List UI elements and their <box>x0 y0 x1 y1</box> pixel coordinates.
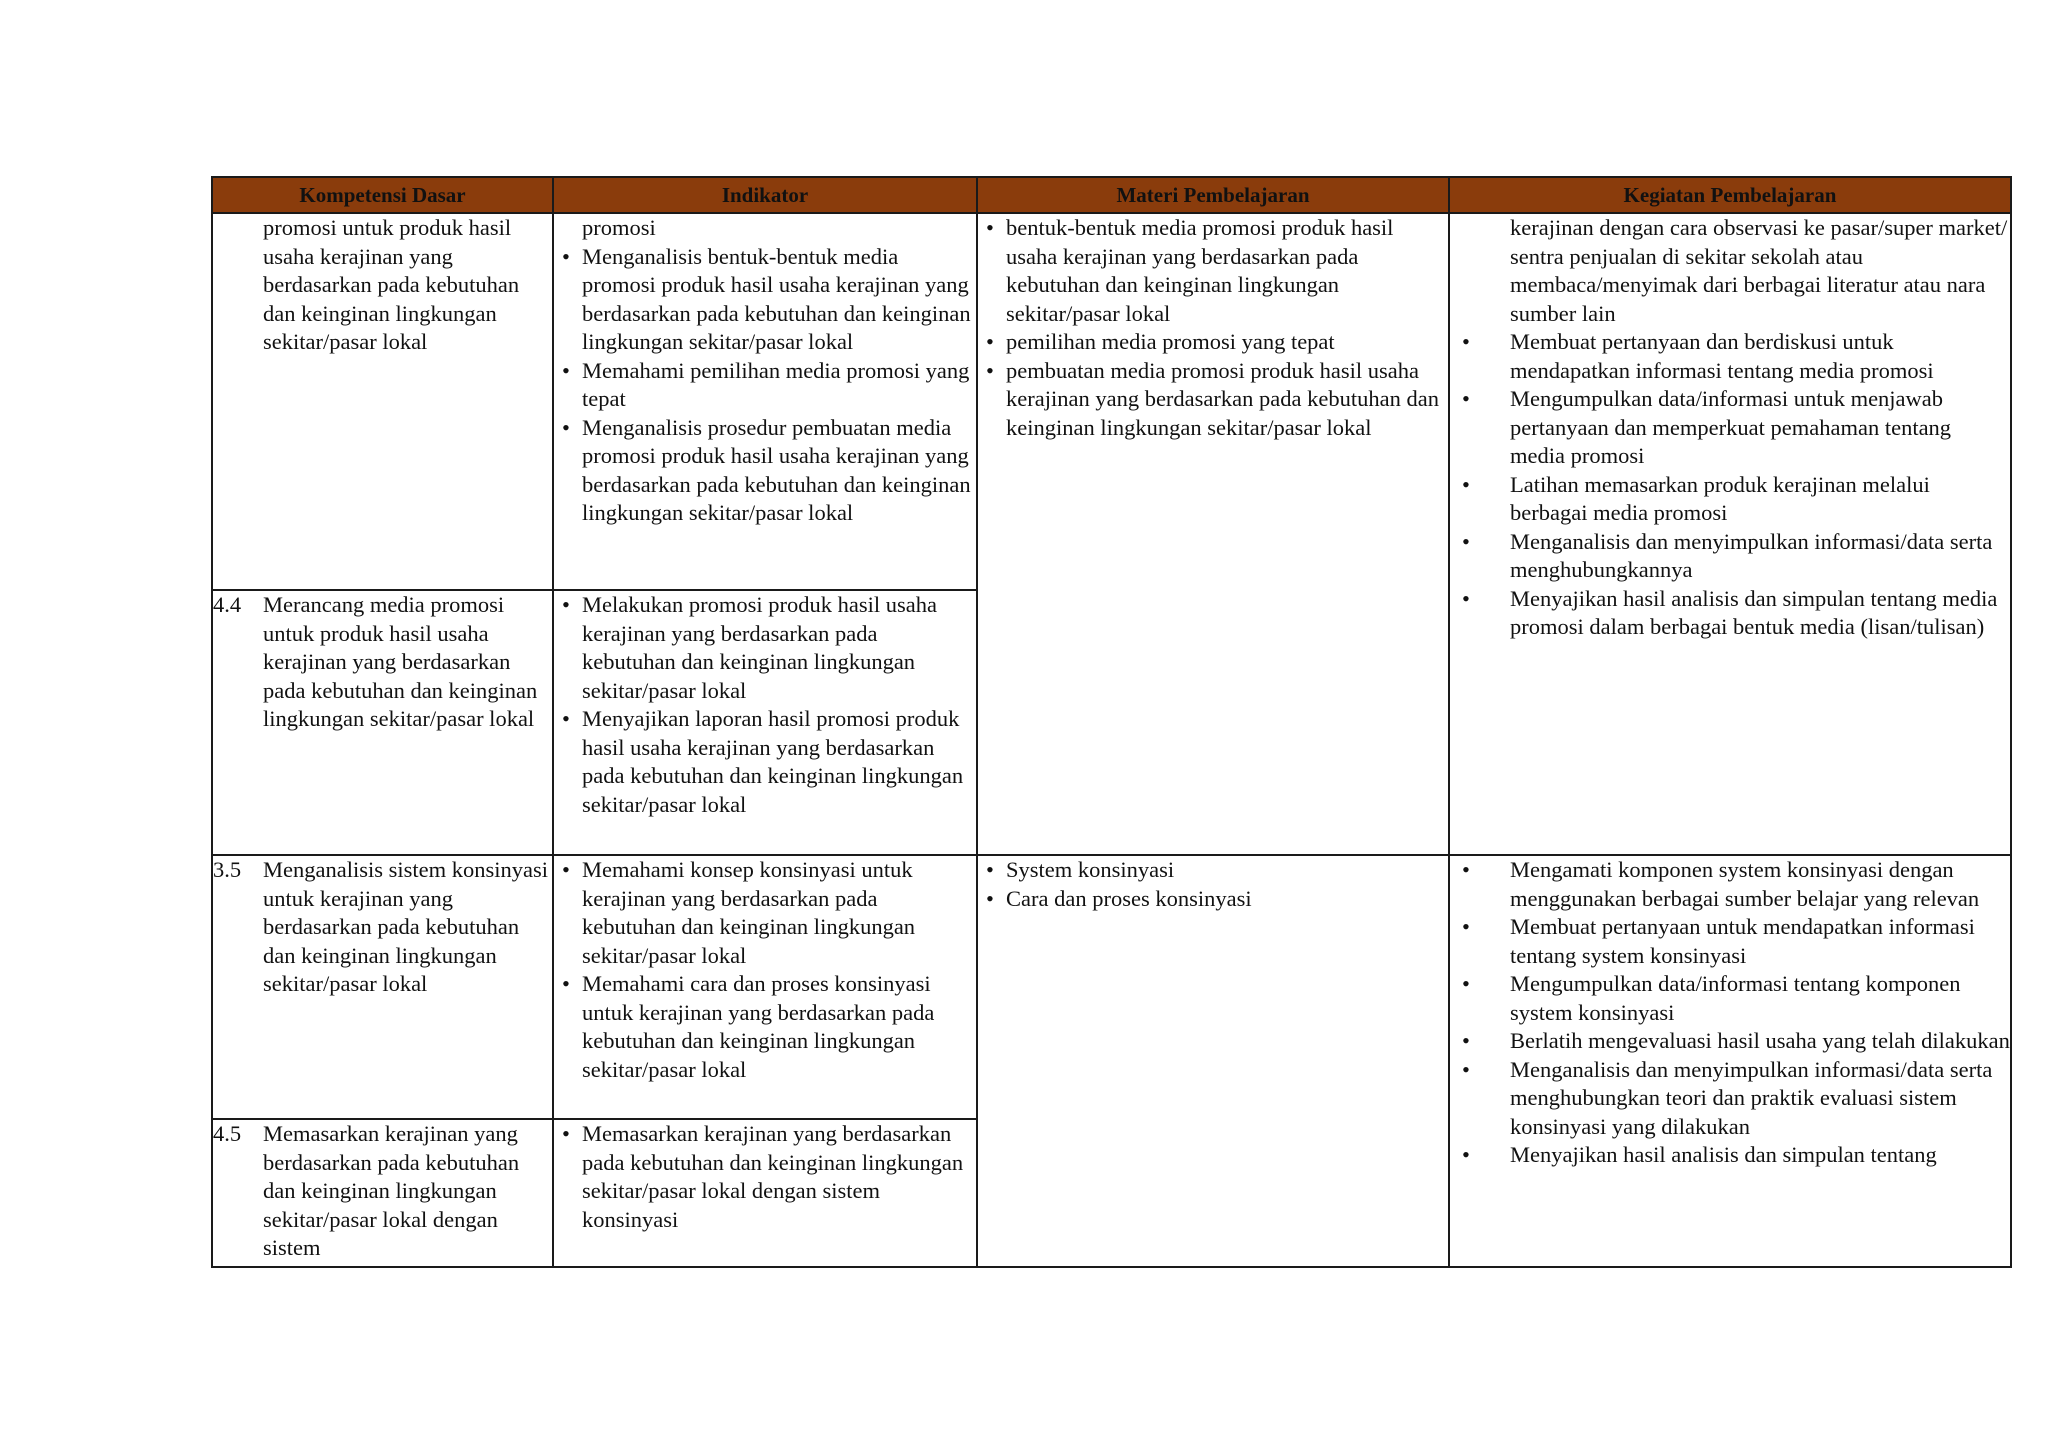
list-item: • Menyajikan hasil analisis dan simpulan tentang media promosi dalam berbagai bentuk media (lisan/tulisan) <box>1450 585 2010 642</box>
bullet-icon: • <box>1462 329 1470 354</box>
kd-number: 3.5 <box>213 857 242 882</box>
kegiatan-list <box>1450 856 2010 1170</box>
list-item: • Mengumpulkan data/informasi tentang komponen system konsinyasi <box>1450 970 2010 1027</box>
bullet-icon: • <box>562 592 570 617</box>
kd-text: Memasarkan kerajinan yang berdasarkan pada kebutuhan dan keinginan lingkungan sekitar/pasar lokal dengan sistem <box>263 1121 520 1260</box>
list-item: • Menganalisis bentuk-bentuk media promosi produk hasil usaha kerajinan yang berdasarkan pada kebutuhan dan keinginan lingkungan sekitar/pasar lokal <box>554 243 976 357</box>
indikator-list <box>554 243 976 528</box>
list-item: • Menganalisis dan menyimpulkan informasi/data serta menghubungkannya <box>1450 528 2010 585</box>
indikator-cell <box>553 213 977 590</box>
bullet-icon: • <box>1462 971 1470 996</box>
indikator-cell <box>553 590 977 855</box>
indikator-cell <box>553 855 977 1119</box>
list-item: • Menganalisis dan menyimpulkan informasi/data serta menghubungkan teori dan praktik evaluasi sistem konsinyasi yang dilakukan <box>1450 1056 2010 1142</box>
kd-text: promosi untuk produk hasil usaha kerajinan yang berdasarkan pada kebutuhan dan keinginan lingkungan sekitar/pasar lokal <box>263 215 520 354</box>
indikator-list <box>554 591 976 819</box>
bullet-icon: • <box>562 1121 570 1146</box>
header-indikator: Indikator <box>553 177 977 213</box>
kd-text: Menganalisis sistem konsinyasi untuk kerajinan yang berdasarkan pada kebutuhan dan keinginan lingkungan sekitar/pasar lokal <box>263 857 548 996</box>
kd-cell <box>212 1119 553 1267</box>
silabus-table <box>211 176 2012 1268</box>
list-item: • pembuatan media promosi produk hasil usaha kerajinan yang berdasarkan pada kebutuhan dan keinginan lingkungan sekitar/pasar lokal <box>978 357 1448 443</box>
list-item: • Menganalisis prosedur pembuatan media promosi produk hasil usaha kerajinan yang berdasarkan pada kebutuhan dan keinginan lingkungan sekitar/pasar lokal <box>554 414 976 528</box>
kd-number <box>213 214 263 357</box>
bullet-icon: • <box>562 357 570 383</box>
list-item: • Memahami konsep konsinyasi untuk kerajinan yang berdasarkan pada kebutuhan dan keinginan lingkungan sekitar/pasar lokal <box>554 856 976 970</box>
list-item: • Memasarkan kerajinan yang berdasarkan pada kebutuhan dan keinginan lingkungan sekitar/pasar lokal dengan sistem konsinyasi <box>554 1120 976 1234</box>
list-item: • bentuk-bentuk media promosi produk hasil usaha kerajinan yang berdasarkan pada kebutuhan dan keinginan lingkungan sekitar/pasar lokal <box>978 214 1448 328</box>
list-item: • Mengamati komponen system konsinyasi dengan menggunakan berbagai sumber belajar yang relevan <box>1450 856 2010 913</box>
kegiatan-continuation: kerajinan dengan cara observasi ke pasar/super market/ sentra penjualan di sekitar sekolah atau membaca/menyimak dari berbagai literatur atau nara sumber lain <box>1510 215 2008 326</box>
materi-cell <box>977 855 1449 1267</box>
indikator-continuation: promosi <box>582 215 656 240</box>
list-item: • Membuat pertanyaan dan berdiskusi untuk mendapatkan informasi tentang media promosi <box>1450 328 2010 385</box>
bullet-icon: • <box>1462 857 1470 882</box>
indikator-list <box>554 1120 976 1234</box>
bullet-icon: • <box>562 414 570 440</box>
bullet-icon: • <box>986 857 994 882</box>
bullet-icon: • <box>986 215 994 240</box>
kd-text: Merancang media promosi untuk produk hasil usaha kerajinan yang berdasarkan pada kebutuhan dan keinginan lingkungan sekitar/pasar lokal <box>263 592 538 731</box>
bullet-icon: • <box>1462 386 1470 411</box>
kd-number: 4.4 <box>213 592 242 617</box>
kd-cell <box>212 590 553 855</box>
list-item: • pemilihan media promosi yang tepat <box>978 328 1448 357</box>
kegiatan-cell <box>1449 855 2011 1267</box>
indikator-list <box>554 856 976 1084</box>
bullet-icon: • <box>1462 914 1470 939</box>
bullet-icon: • <box>986 357 994 383</box>
bullet-icon: • <box>1462 471 1470 497</box>
bullet-icon: • <box>562 857 570 882</box>
list-item: • Melakukan promosi produk hasil usaha kerajinan yang berdasarkan pada kebutuhan dan keinginan lingkungan sekitar/pasar lokal <box>554 591 976 705</box>
kd-cell <box>212 213 553 590</box>
table-row <box>212 855 2011 1119</box>
kegiatan-cell <box>1449 213 2011 855</box>
list-item: • Menyajikan hasil analisis dan simpulan tentang <box>1450 1141 2010 1170</box>
list-item: • Cara dan proses konsinyasi <box>978 885 1448 914</box>
bullet-icon: • <box>1462 528 1470 554</box>
kegiatan-list <box>1450 328 2010 642</box>
kd-cell <box>212 855 553 1119</box>
indikator-cell <box>553 1119 977 1267</box>
kd-number: 4.5 <box>213 1121 242 1146</box>
header-kompetensi-dasar: Kompetensi Dasar <box>212 177 553 213</box>
bullet-icon: • <box>986 329 994 354</box>
list-item: • Mengumpulkan data/informasi untuk menjawab pertanyaan dan memperkuat pemahaman tentang media promosi <box>1450 385 2010 471</box>
header-kegiatan-pembelajaran: Kegiatan Pembelajaran <box>1449 177 2011 213</box>
list-item: • Latihan memasarkan produk kerajinan melalui berbagai media promosi <box>1450 471 2010 528</box>
materi-list <box>978 214 1448 442</box>
bullet-icon: • <box>1462 1028 1470 1053</box>
bullet-icon: • <box>1462 585 1470 611</box>
list-item: • Menyajikan laporan hasil promosi produk hasil usaha kerajinan yang berdasarkan pada kebutuhan dan keinginan lingkungan sekitar/pasar lokal <box>554 705 976 819</box>
bullet-icon: • <box>986 885 994 911</box>
table-header-row <box>212 177 2011 213</box>
table-row <box>212 213 2011 590</box>
list-item: • System konsinyasi <box>978 856 1448 885</box>
bullet-icon: • <box>1462 1056 1470 1082</box>
list-item: • Membuat pertanyaan untuk mendapatkan informasi tentang system konsinyasi <box>1450 913 2010 970</box>
bullet-icon: • <box>562 243 570 269</box>
materi-list <box>978 856 1448 913</box>
materi-cell <box>977 213 1449 855</box>
header-materi-pembelajaran: Materi Pembelajaran <box>977 177 1449 213</box>
list-item: • Memahami pemilihan media promosi yang tepat <box>554 357 976 414</box>
bullet-icon: • <box>562 971 570 996</box>
list-item: • Berlatih mengevaluasi hasil usaha yang telah dilakukan <box>1450 1027 2010 1056</box>
bullet-icon: • <box>1462 1142 1470 1167</box>
bullet-icon: • <box>562 706 570 731</box>
list-item: • Memahami cara dan proses konsinyasi untuk kerajinan yang berdasarkan pada kebutuhan dan keinginan lingkungan sekitar/pasar lokal <box>554 970 976 1084</box>
